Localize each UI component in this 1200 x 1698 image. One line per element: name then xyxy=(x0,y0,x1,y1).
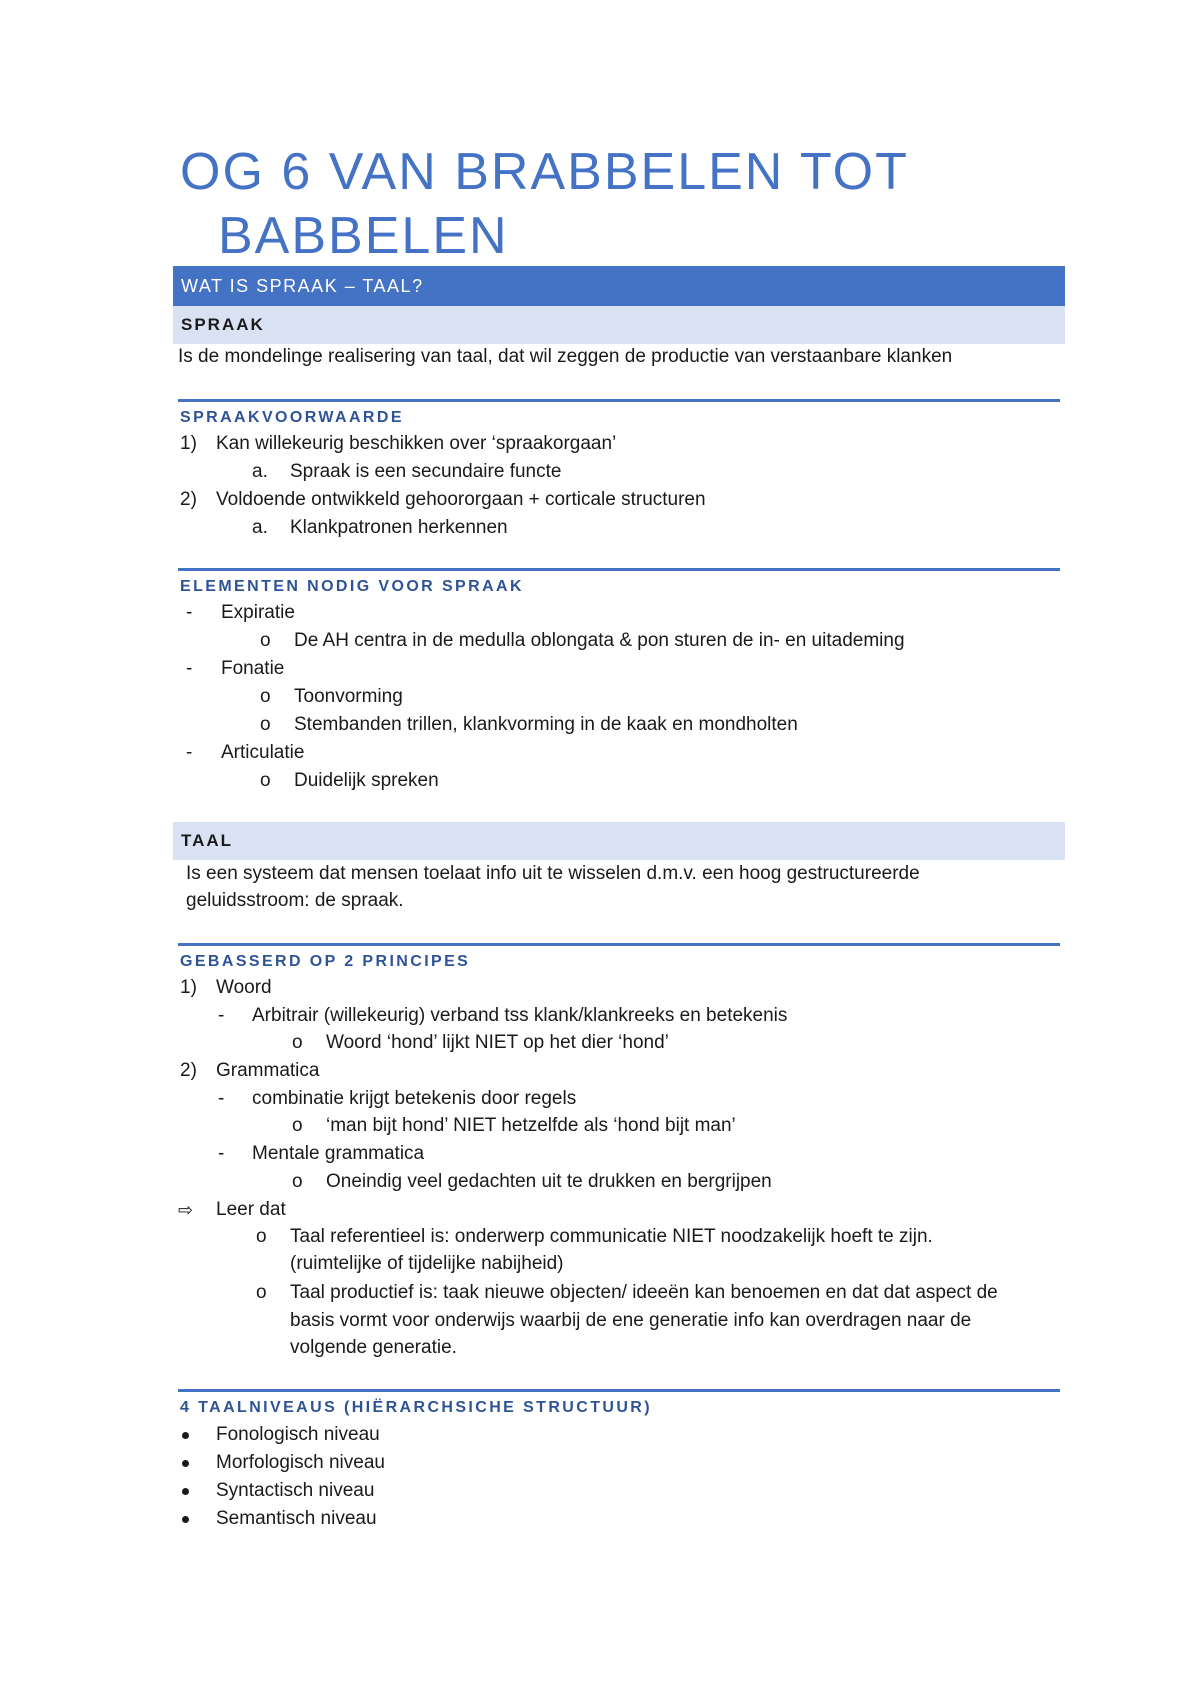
list-sub-item: Stembanden trillen, klankvorming in de kaak en mondholten xyxy=(294,714,798,735)
leer-item-2-line-1: Taal productief is: taak nieuwe objecten/ ideeën kan benoemen en dat dat aspect de xyxy=(290,1282,998,1303)
list-item: Woord xyxy=(216,977,272,998)
bullet-icon xyxy=(182,1460,189,1467)
list-dash: - xyxy=(218,1005,225,1026)
list-item: Morfologisch niveau xyxy=(216,1452,385,1473)
spraak-heading-bar: SPRAAK xyxy=(173,306,1065,344)
list-number: 1) xyxy=(180,433,197,454)
list-sub-item: Toonvorming xyxy=(294,686,403,707)
list-sub-sub-item: Oneindig veel gedachten uit te drukken en bergrijpen xyxy=(326,1171,772,1192)
list-item: Voldoende ontwikkeld gehoororgaan + corticale structuren xyxy=(216,489,706,510)
list-dash: - xyxy=(186,742,193,763)
title-line-1: OG 6 VAN BRABBELEN TOT xyxy=(180,143,909,201)
spraak-definition: Is de mondelinge realisering van taal, dat wil zeggen de productie van verstaanbare klanken xyxy=(178,346,953,367)
list-dash: - xyxy=(218,1143,225,1164)
list-circle-marker: o xyxy=(256,1282,267,1303)
leer-item-1-line-2: (ruimtelijke of tijdelijke nabijheid) xyxy=(290,1253,564,1274)
section-divider xyxy=(178,1389,1060,1392)
list-sub-item: Mentale grammatica xyxy=(252,1143,425,1164)
spraakvoorwaarde-heading: SPRAAKVOORWAARDE xyxy=(180,409,404,426)
list-number: 2) xyxy=(180,1060,197,1081)
list-item: Expiratie xyxy=(221,602,295,623)
list-item: Syntactisch niveau xyxy=(216,1480,375,1501)
list-number: 1) xyxy=(180,977,197,998)
list-circle-marker: o xyxy=(292,1171,303,1192)
list-circle-marker: o xyxy=(256,1226,267,1247)
list-circle-marker: o xyxy=(260,770,271,791)
list-sub-item: Klankpatronen herkennen xyxy=(290,517,508,538)
arrow-right-icon: ⇨ xyxy=(178,1200,194,1220)
list-circle-marker: o xyxy=(260,686,271,707)
principes-heading: GEBASSERD OP 2 PRINCIPES xyxy=(180,953,471,970)
leer-dat-label: Leer dat xyxy=(216,1199,286,1220)
taal-definition-line-2: geluidsstroom: de spraak. xyxy=(186,890,404,911)
list-dash: - xyxy=(218,1088,225,1109)
list-sub-item: Spraak is een secundaire functe xyxy=(290,461,562,482)
list-sub-sub-item: ‘man bijt hond’ NIET hetzelfde als ‘hond bijt man’ xyxy=(326,1115,736,1136)
list-dash: - xyxy=(186,602,193,623)
taal-heading-bar: TAAL xyxy=(173,822,1065,860)
leer-item-2-line-3: volgende generatie. xyxy=(290,1337,457,1358)
bullet-icon xyxy=(182,1516,189,1523)
taal-definition-line-1: Is een systeem dat mensen toelaat info uit te wisselen d.m.v. een hoog gestructureerde xyxy=(186,863,920,884)
taalniveaus-heading: 4 TAALNIVEAUS (HIËRARCHSICHE STRUCTUUR) xyxy=(180,1399,652,1416)
main-heading-bar: WAT IS SPRAAK – TAAL? xyxy=(173,266,1065,306)
list-dash: - xyxy=(186,658,193,679)
document-title xyxy=(180,140,1080,268)
section-divider xyxy=(178,943,1060,946)
list-number: 2) xyxy=(180,489,197,510)
section-divider xyxy=(178,568,1060,571)
list-item: Articulatie xyxy=(221,742,305,763)
list-circle-marker: o xyxy=(260,630,271,651)
list-letter: a. xyxy=(252,517,268,538)
list-circle-marker: o xyxy=(260,714,271,735)
list-item: Fonologisch niveau xyxy=(216,1424,380,1445)
bullet-icon xyxy=(182,1488,189,1495)
list-item: Semantisch niveau xyxy=(216,1508,377,1529)
leer-item-1-line-1: Taal referentieel is: onderwerp communicatie NIET noodzakelijk hoeft te zijn. xyxy=(290,1226,933,1247)
elementen-heading: ELEMENTEN NODIG VOOR SPRAAK xyxy=(180,578,524,595)
list-circle-marker: o xyxy=(292,1115,303,1136)
list-sub-item: De AH centra in de medulla oblongata & pon sturen de in- en uitademing xyxy=(294,630,905,651)
leer-item-2-line-2: basis vormt voor onderwijs waarbij de ene generatie info kan overdragen naar de xyxy=(290,1310,972,1331)
list-item: Grammatica xyxy=(216,1060,320,1081)
list-sub-item: Duidelijk spreken xyxy=(294,770,439,791)
list-item: Kan willekeurig beschikken over ‘spraakorgaan’ xyxy=(216,433,617,454)
bullet-icon xyxy=(182,1432,189,1439)
list-item: Fonatie xyxy=(221,658,285,679)
section-divider xyxy=(178,399,1060,402)
list-sub-item: combinatie krijgt betekenis door regels xyxy=(252,1088,577,1109)
list-letter: a. xyxy=(252,461,268,482)
list-sub-item: Arbitrair (willekeurig) verband tss klank/klankreeks en betekenis xyxy=(252,1005,788,1026)
title-line-2: BABBELEN xyxy=(218,207,509,265)
list-circle-marker: o xyxy=(292,1032,303,1053)
list-sub-sub-item: Woord ‘hond’ lijkt NIET op het dier ‘hond’ xyxy=(326,1032,669,1053)
